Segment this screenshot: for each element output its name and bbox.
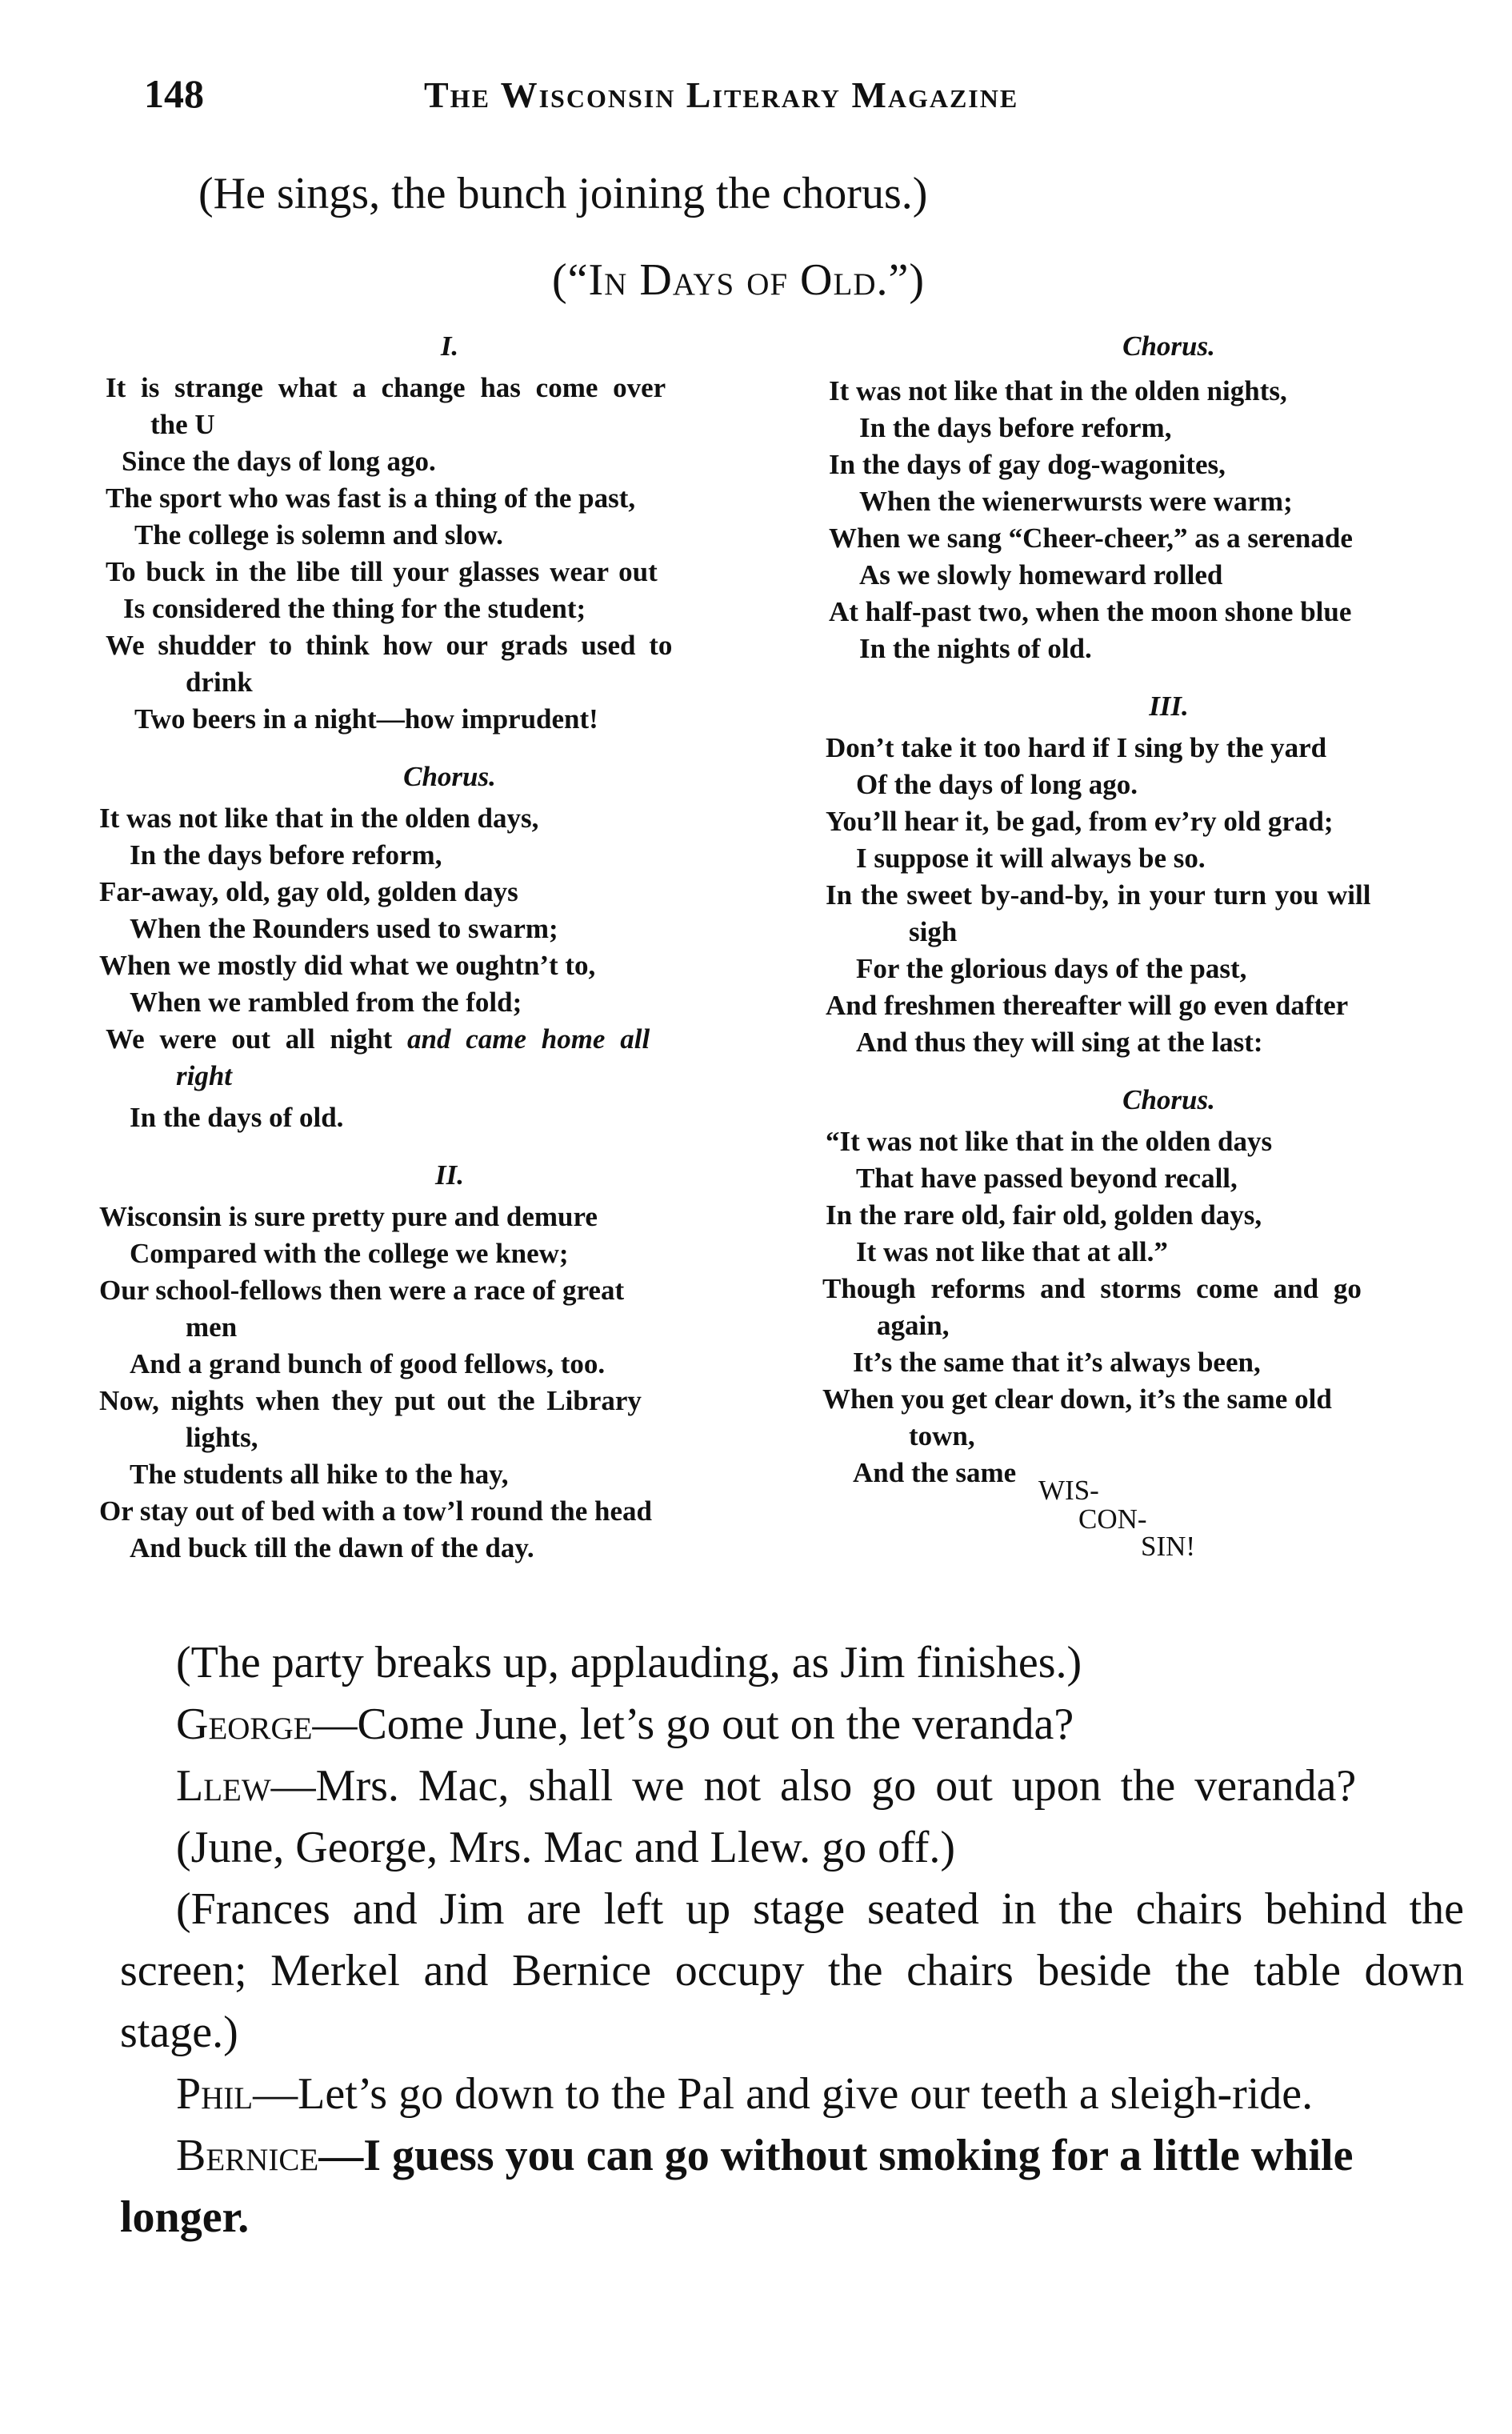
verse-line: Compared with the college we knew; — [130, 1238, 569, 1269]
verse-line: Far-away, old, gay old, golden days — [99, 876, 518, 907]
verse-text: And the same — [853, 1457, 1017, 1488]
stage-direction — [120, 1879, 1464, 2064]
verse-line: In the rare old, fair old, golden days, — [826, 1199, 1262, 1231]
verse-line: Now, nights when they put out the Library — [99, 1385, 642, 1416]
verse-line: drink — [186, 667, 253, 698]
verse-line: In the days of old. — [130, 1102, 344, 1133]
dialogue-line — [120, 2125, 1464, 2248]
paragraph-text: —I guess you can go without smoking for a little while longer. — [120, 2131, 1354, 2242]
verse-line: When we sang “Cheer-cheer,” as a serenade — [829, 522, 1353, 554]
verse-line: “It was not like that in the olden days — [826, 1126, 1273, 1157]
verse-line — [106, 1058, 794, 1095]
verse-line: When you get clear down, it’s the same old — [822, 1383, 1332, 1415]
verse-line: Though reforms and storms come and go — [822, 1273, 1362, 1304]
stage-direction — [120, 1632, 1464, 1694]
dialogue-line — [120, 1694, 1464, 1755]
verse-line: That have passed beyond recall, — [856, 1163, 1238, 1194]
stage-direction-intro: (He sings, the bunch joining the chorus.) — [198, 169, 928, 218]
verse-line: again, — [877, 1310, 950, 1341]
verse-line: Don’t take it too hard if I sing by the yard — [826, 732, 1327, 763]
verse-line: lights, — [186, 1422, 258, 1453]
stanza-heading: III. — [1149, 691, 1189, 722]
verse-line — [106, 1021, 794, 1058]
verse-line: To buck in the libe till your glasses wear out — [106, 556, 658, 587]
verse-line: Wisconsin is sure pretty pure and demure — [99, 1201, 598, 1232]
page-number: 148 — [144, 71, 204, 116]
paragraph-text: (Frances and Jim are left up stage seated in the chairs behind the screen; Merkel and Bernice occupy the chairs beside the table down stage.) — [120, 1884, 1464, 2057]
verse-line: In the days of gay dog-wagonites, — [829, 449, 1226, 480]
paragraph-text: —Mrs. Mac, shall we not also go out upon the veranda? — [270, 1761, 1357, 1811]
verse-line: And buck till the dawn of the day. — [130, 1532, 534, 1563]
verse-line: Our school-fellows then were a race of great — [99, 1275, 625, 1306]
dialogue-line — [120, 1755, 1464, 1817]
verse-line: Two beers in a night—how imprudent! — [134, 703, 598, 735]
song-title: (“In Days of Old.”) — [552, 255, 925, 305]
verse-line: When the wienerwursts were warm; — [859, 486, 1293, 517]
speaker-name: Phil — [176, 2069, 254, 2119]
verse-line: And freshmen thereafter will go even dafter — [826, 990, 1349, 1021]
verse-line: In the days before reform, — [130, 839, 442, 871]
verse-line: As we slowly homeward rolled — [859, 559, 1223, 590]
speaker-name: Llew — [176, 1761, 271, 1811]
verse-line: Is considered the thing for the student; — [123, 593, 586, 624]
verse-text: CON- — [1078, 1503, 1147, 1535]
verse-line: You’ll hear it, be gad, from ev’ry old grad; — [826, 806, 1334, 837]
stanza-heading: II. — [435, 1159, 464, 1191]
dialogue-line — [120, 2064, 1464, 2125]
verse-line: The sport who was fast is a thing of the past, — [106, 482, 636, 514]
paragraph-text: (June, George, Mrs. Mac and Llew. go off.) — [176, 1823, 956, 1872]
verse-line: It was not like that at all.” — [856, 1236, 1168, 1267]
verse-line: At half-past two, when the moon shone blue — [829, 596, 1352, 627]
wisconsin-ending — [829, 1455, 1509, 1567]
verse-text-italic: right — [176, 1060, 233, 1091]
chorus-heading: Chorus. — [403, 761, 496, 792]
verse-line: In the sweet by-and-by, in your turn you will — [826, 879, 1371, 911]
verse-line: When we mostly did what we oughtn’t to, — [99, 950, 596, 981]
verse-text: WIS- — [1038, 1475, 1099, 1506]
verse-line: In the nights of old. — [859, 633, 1092, 664]
verse-text: We were out all night — [106, 1023, 393, 1055]
paragraph-text: (The party breaks up, applauding, as Jim finishes.) — [176, 1638, 1082, 1687]
verse-line: And thus they will sing at the last: — [856, 1027, 1263, 1058]
paragraph-text: —Come June, let’s go out on the veranda? — [312, 1699, 1074, 1749]
verse-line: sigh — [909, 916, 958, 947]
verse-line: The college is solemn and slow. — [134, 519, 503, 550]
verse-line: Or stay out of bed with a tow’l round the head — [99, 1495, 652, 1527]
verse-line: When we rambled from the fold; — [130, 987, 522, 1018]
verse-line: Since the days of long ago. — [122, 446, 436, 477]
verse-line: It’s the same that it’s always been, — [853, 1347, 1261, 1378]
page-header — [144, 70, 1264, 134]
verse-line: We shudder to think how our grads used to — [106, 630, 673, 661]
verse-line: the U — [150, 409, 215, 440]
verse-line: It was not like that in the olden days, — [99, 803, 539, 834]
verse-text: SIN! — [1141, 1531, 1196, 1562]
verse-text-italic: and came home all — [406, 1023, 650, 1055]
verse-line: When the Rounders used to swarm; — [130, 913, 558, 944]
paragraph-text: —Let’s go down to the Pal and give our teeth a sleigh-ride. — [253, 2069, 1314, 2119]
verse-line: I suppose it will always be so. — [856, 843, 1206, 874]
running-head: The Wisconsin Literary Magazine — [424, 74, 1019, 115]
verse-line: Of the days of long ago. — [856, 769, 1138, 800]
stage-direction — [120, 1817, 1464, 1879]
speaker-name: Bernice — [176, 2131, 319, 2180]
verse-line: And a grand bunch of good fellows, too. — [130, 1348, 606, 1379]
verse-line: In the days before reform, — [859, 412, 1172, 443]
speaker-name: George — [176, 1699, 313, 1749]
chorus-heading: Chorus. — [1122, 330, 1215, 362]
verse-line: The students all hike to the hay, — [130, 1459, 509, 1490]
left-column — [99, 328, 794, 1567]
verse-line: town, — [909, 1420, 975, 1451]
verse-line: For the glorious days of the past, — [856, 953, 1247, 984]
right-column — [822, 328, 1509, 1567]
verse-line: It is strange what a change has come over — [106, 372, 666, 403]
stanza-heading: I. — [440, 330, 459, 362]
chorus-heading: Chorus. — [1122, 1084, 1215, 1115]
verse-line: men — [186, 1311, 238, 1343]
dialogue-section — [120, 1632, 1464, 2248]
verse-line: It was not like that in the olden nights, — [829, 375, 1287, 406]
